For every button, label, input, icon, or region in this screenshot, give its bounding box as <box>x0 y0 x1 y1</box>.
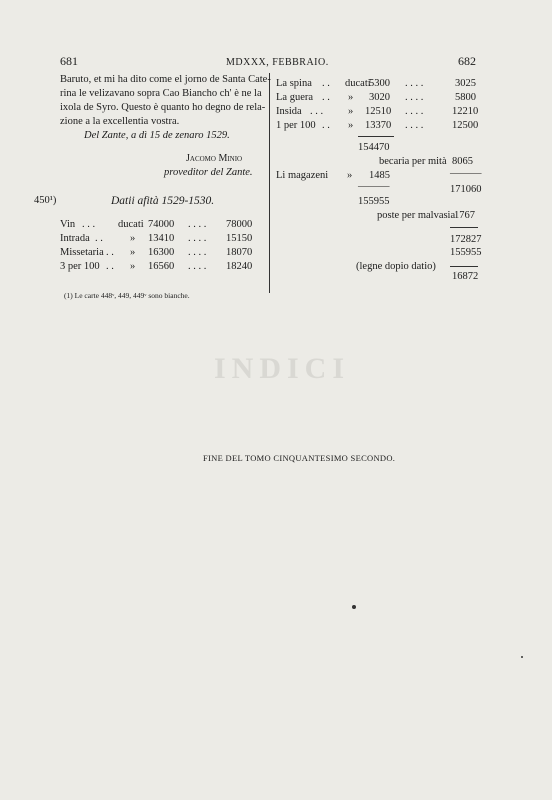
footnote: (1) Le carte 448ᵛ, 449, 449ᵛ sono bianche. <box>64 291 190 300</box>
row-leader: . . . <box>82 219 96 230</box>
left-page-number: 681 <box>60 54 78 68</box>
row-value-2: 12210 <box>452 106 479 117</box>
magazeni-label: Li magazeni <box>276 170 329 181</box>
row-label: La guera <box>276 92 314 103</box>
letter-line-3: ixola de Syro. Questo è quanto ho degno de rela- <box>60 102 266 113</box>
row-value-2: 18240 <box>226 261 253 272</box>
row-value-1: 13410 <box>148 233 175 244</box>
row-dots: . . . . <box>405 92 424 103</box>
row-unit: » <box>348 92 354 103</box>
row-unit: ducati <box>118 219 144 230</box>
becaria-label: becaria per mità <box>379 156 447 167</box>
legne-label: (legne dopio datio) <box>356 261 436 272</box>
row-value-1: 13370 <box>365 120 392 131</box>
poste-value: 1767 <box>454 210 475 221</box>
subtotal-value: 171060 <box>450 184 482 195</box>
row-leader: . . <box>106 261 114 272</box>
row-unit: » <box>130 233 136 244</box>
row-dots: . . . . <box>405 106 424 117</box>
row-leader: . . <box>322 120 330 131</box>
result-value: 16872 <box>452 271 479 282</box>
row-value-2: 5800 <box>455 92 476 103</box>
dash-rule: ——— <box>450 168 482 179</box>
row-label: La spina <box>276 78 312 89</box>
row-dots: . . . . <box>188 261 207 272</box>
ink-speck <box>352 605 356 609</box>
row-value-1: 5300 <box>369 78 390 89</box>
running-header: MDXXX, FEBBRAIO. <box>226 57 329 68</box>
row-value-1: 74000 <box>148 219 175 230</box>
right-page-number: 682 <box>458 54 476 68</box>
row-dots: . . . . <box>188 247 207 258</box>
letter-line-1: Baruto, et mi ha dito come el jorno de Santa Cate- <box>60 74 271 85</box>
row-dots: . . . . <box>405 120 424 131</box>
row-value-1: 16300 <box>148 247 175 258</box>
row-leader: . . <box>322 78 330 89</box>
row-dots: . . . . <box>188 233 207 244</box>
sum-rule <box>450 266 478 267</box>
row-unit: » <box>348 106 354 117</box>
row-value-1: 12510 <box>365 106 392 117</box>
column-divider <box>269 73 270 293</box>
row-label: Vin <box>60 219 76 230</box>
row-unit: ducati <box>345 78 371 89</box>
row-label: 1 per 100 <box>276 120 316 131</box>
row-label: Intrada <box>60 233 90 244</box>
sum-155955: 155955 <box>450 247 482 258</box>
row-dots: . . . . <box>188 219 207 230</box>
magazeni-unit: » <box>347 170 353 181</box>
row-label: Missetaria <box>60 247 104 258</box>
dateline: Del Zante, a dì 15 de zenaro 1529. <box>84 130 230 141</box>
row-value-2: 3025 <box>455 78 476 89</box>
letter-line-2: rina le velizavano sopra Cao Biancho ch' è ne la <box>60 88 262 99</box>
section-number: 450¹) <box>34 195 57 206</box>
row-leader: . . <box>322 92 330 103</box>
row-value-2: 12500 <box>452 120 479 131</box>
ink-speck <box>521 656 523 658</box>
row-value-1: 16560 <box>148 261 175 272</box>
row-leader: . . . <box>310 106 324 117</box>
signature-name: Jacomo Minio <box>186 153 243 164</box>
sum-rule <box>450 227 478 228</box>
row-label: Insida <box>276 106 302 117</box>
row-value-2: 15150 <box>226 233 253 244</box>
row-label: 3 per 100 <box>60 261 100 272</box>
row-leader: . . <box>106 247 114 258</box>
row-unit: » <box>130 261 136 272</box>
bleed-through-title: INDICI <box>214 352 351 385</box>
row-leader: . . <box>95 233 103 244</box>
total-154470: 154470 <box>358 142 390 153</box>
row-unit: » <box>130 247 136 258</box>
poste-label: poste per malvasia <box>377 210 456 221</box>
sum-rule <box>358 136 394 137</box>
total-155955: 155955 <box>358 196 390 207</box>
section-title: Datii afità 1529-1530. <box>111 195 215 207</box>
row-value-2: 18070 <box>226 247 253 258</box>
row-value-2: 78000 <box>226 219 253 230</box>
letter-line-4: zione a la excellentia vostra. <box>60 116 180 127</box>
signature-title: proveditor del Zante. <box>164 167 253 178</box>
row-unit: » <box>348 120 354 131</box>
end-of-volume-line: FINE DEL TOMO CINQUANTESIMO SECONDO. <box>203 453 396 463</box>
dash-rule: ——— <box>358 181 390 192</box>
row-value-1: 3020 <box>369 92 390 103</box>
magazeni-value: 1485 <box>369 170 390 181</box>
row-dots: . . . . <box>405 78 424 89</box>
becaria-value: 8065 <box>452 156 473 167</box>
sum-172827: 172827 <box>450 234 482 245</box>
